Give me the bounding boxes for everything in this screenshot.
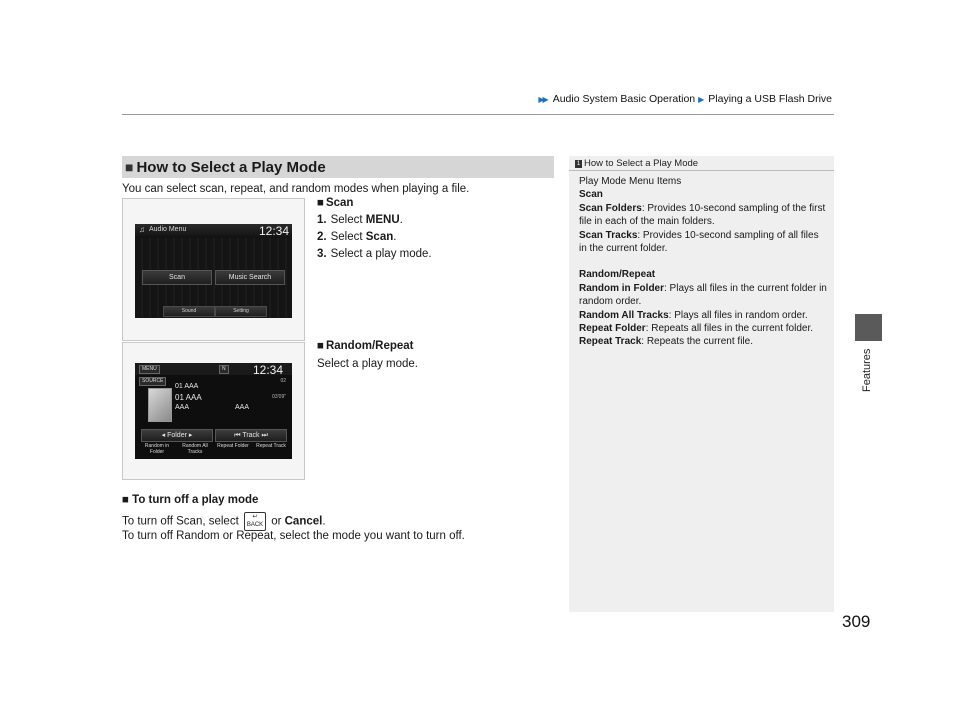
note-line: Repeat Track: Repeats the current file. xyxy=(579,336,753,348)
note-line: Random All Tracks: Plays all files in random order. xyxy=(579,309,808,321)
sound-button[interactable]: Sound xyxy=(163,306,215,317)
elapsed-time: 03'09" xyxy=(272,394,286,400)
note-line: Scan Tracks: Provides 10-second sampling of all files in the current folder. xyxy=(579,229,819,255)
play-mode-figure xyxy=(122,342,305,480)
track-number: 02 xyxy=(280,378,286,384)
chapter-tab-label: Features xyxy=(861,348,873,392)
random-in-folder-option[interactable]: Random in Folder xyxy=(144,443,170,455)
square-bullet-icon: ■ xyxy=(125,159,134,175)
track-row: 01 AAA xyxy=(175,393,202,402)
music-note-icon: ♫ xyxy=(139,225,145,234)
setting-button[interactable]: Setting xyxy=(215,306,267,317)
section-heading xyxy=(122,156,554,178)
random-repeat-heading: ■ Random/Repeat xyxy=(317,340,414,352)
scan-heading: ■ Scan xyxy=(317,197,354,209)
track-control[interactable]: ⏮ Track ⏭ xyxy=(215,429,287,442)
source-chip[interactable]: SOURCE xyxy=(139,377,166,386)
arrow-icon: ▶ xyxy=(698,94,703,104)
turn-off-heading: ■ To turn off a play mode xyxy=(122,494,259,506)
breadcrumb-item: Audio System Basic Operation xyxy=(552,93,696,105)
step-item: 2. Select Scan. xyxy=(317,231,397,243)
chapter-tab-marker xyxy=(855,314,882,341)
n-chip: N xyxy=(219,365,229,374)
square-bullet-icon: ■ xyxy=(317,197,324,209)
header-rule xyxy=(122,114,834,115)
note-rule xyxy=(569,170,834,171)
audio-menu-figure xyxy=(122,198,305,341)
back-icon: ↩ BACK xyxy=(244,512,266,531)
page-number: 309 xyxy=(842,612,871,631)
note-title: 1 How to Select a Play Mode xyxy=(576,158,699,169)
step-item: 1. Select MENU. xyxy=(317,214,403,226)
double-arrow-icon: ▶▶ xyxy=(538,94,547,104)
folder-row: 01 AAA xyxy=(175,383,199,390)
breadcrumb-item: Playing a USB Flash Drive xyxy=(708,93,832,105)
square-bullet-icon: ■ xyxy=(317,340,324,352)
note-line: Scan xyxy=(579,189,603,201)
play-mode-screen xyxy=(135,363,292,459)
note-line: Repeat Folder: Repeats all files in the current folder. xyxy=(579,323,813,335)
note-line: Random in Folder: Plays all files in the current folder in random order. xyxy=(579,282,827,308)
screen-title: Audio Menu xyxy=(149,226,187,233)
repeat-folder-option[interactable]: Repeat Folder xyxy=(217,443,249,449)
menu-chip[interactable]: MENU xyxy=(139,365,160,374)
breadcrumb xyxy=(538,93,832,105)
random-repeat-text: Select a play mode. xyxy=(317,358,419,370)
audio-menu-screen xyxy=(135,224,292,318)
note-line: Play Mode Menu Items xyxy=(579,176,682,187)
artist-row: AAA xyxy=(175,404,190,411)
note-body xyxy=(579,175,829,349)
music-search-button[interactable]: Music Search xyxy=(215,270,285,285)
chapter-tab xyxy=(850,346,890,396)
step-item: 3. Select a play mode. xyxy=(317,248,432,260)
section-title: How to Select a Play Mode xyxy=(136,158,326,176)
turn-off-line-2: To turn off Random or Repeat, select the mode you want to turn off. xyxy=(122,530,465,542)
note-line: Random/Repeat xyxy=(579,269,656,281)
scan-steps xyxy=(317,212,432,263)
note-line: Scan Folders: Provides 10-second sampling of the first file in each of the main folders. xyxy=(579,202,826,228)
scan-button[interactable]: Scan xyxy=(142,270,212,285)
note-icon: 1 xyxy=(576,161,581,167)
folder-control[interactable]: ◂ Folder ▸ xyxy=(141,429,213,442)
clock: 12:34 xyxy=(253,363,284,377)
album-art xyxy=(148,388,172,422)
repeat-track-option[interactable]: Repeat Track xyxy=(256,443,286,449)
square-bullet-icon: ■ xyxy=(122,494,129,506)
album-row: AAA xyxy=(235,404,250,411)
clock: 12:34 xyxy=(258,224,289,238)
turn-off-line-1: To turn off Scan, select ↩ BACK or Cancel. xyxy=(122,512,326,531)
random-all-tracks-option[interactable]: Random All Tracks xyxy=(182,443,208,455)
section-intro: You can select scan, repeat, and random modes when playing a file. xyxy=(122,183,470,195)
